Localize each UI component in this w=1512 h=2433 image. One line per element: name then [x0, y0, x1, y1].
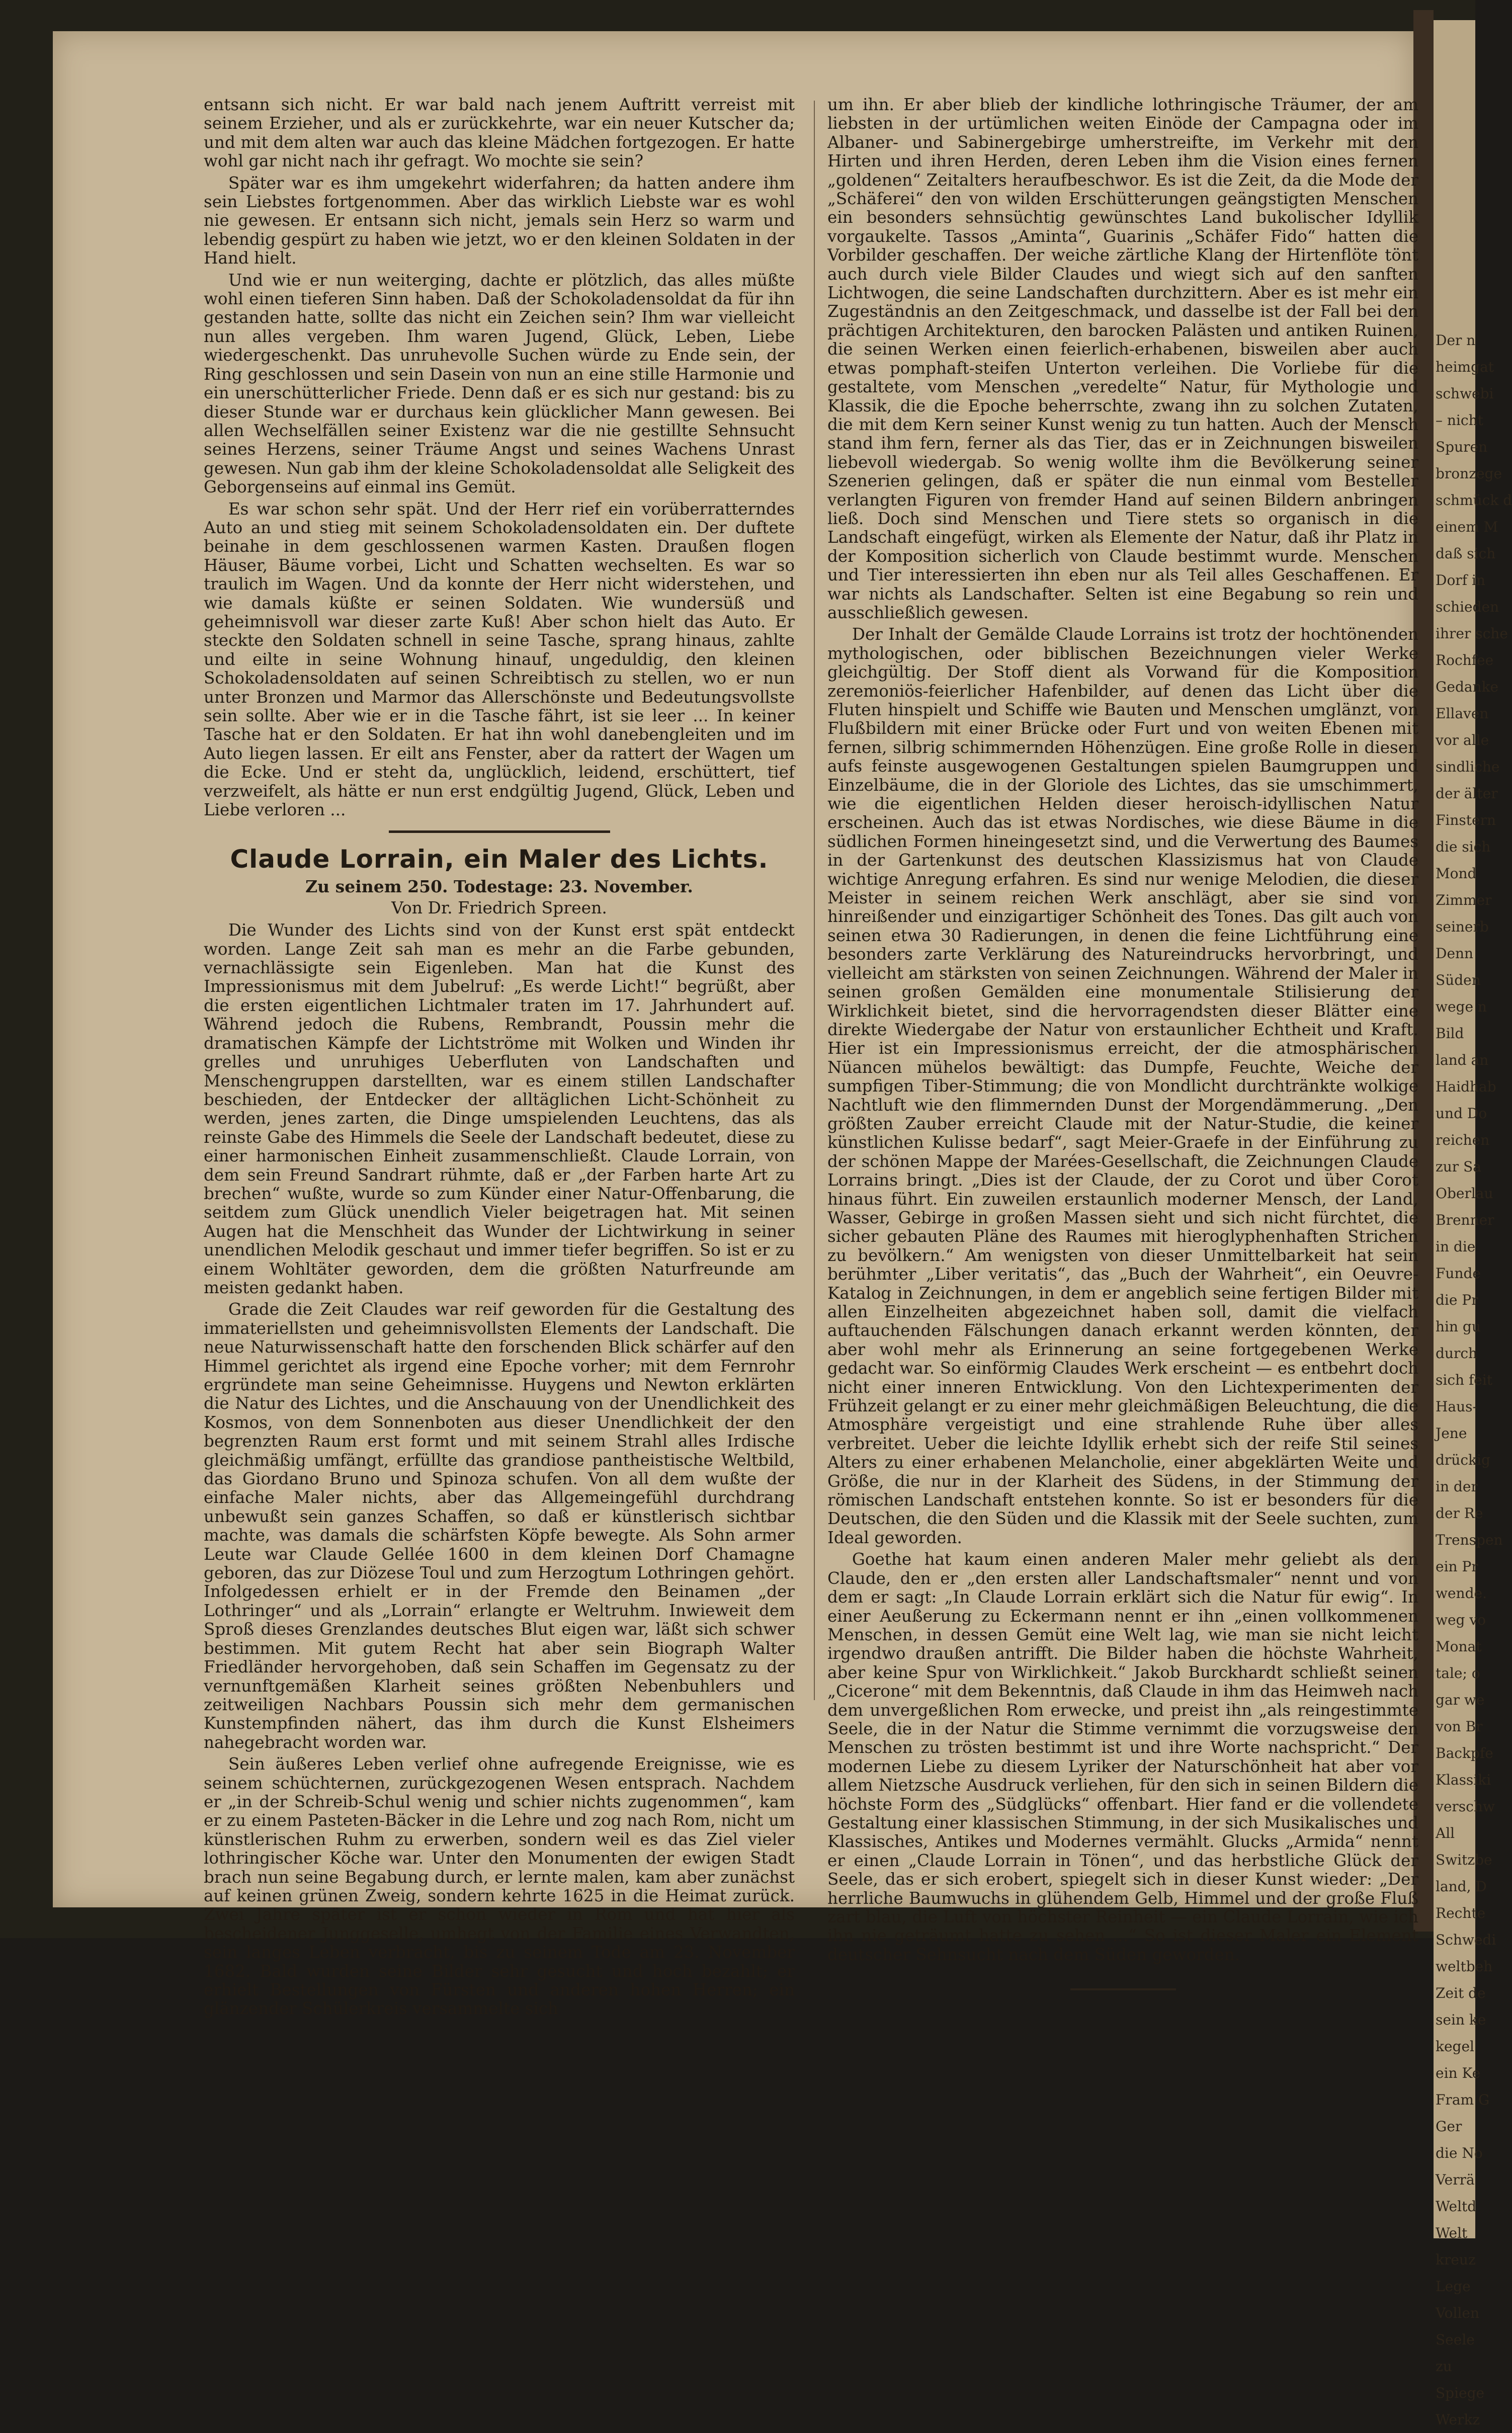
adjacent-page-fragment: der älter [1436, 785, 1498, 802]
story-paragraph: Es war schon sehr spät. Und der Herr rief ein vorüberratterndes Auto an und stieg mit seinem Schokoladensoldaten ein. Der duftete beinahe in dem geschlossenen warmen Kasten. Draußen flogen Häuser, Bäume vorbei, Licht und Schatten wechselten. Es war so traulich im Wagen. Und da konnte der Herr nicht widerstehen, und wie damals küßte er seinen Soldaten. Wie wundersüß und geheimnisvoll war dieser zarte Kuß! Aber schon hielt das Auto. Er steckte den Soldaten schnell in seine Tasche, sprang hinaus, zahlte und eilte in seine Wohnung hinauf, ungeduldig, den kleinen Schokoladensoldaten auf seinen Schreibtisch zu stellen, wo er nun unter Bronzen und Marmor das Allerschönste und Bedeutungsvollste sein sollte. Aber wie er in die Tasche fährt, ist sie leer ... In keiner Tasche hat er den Soldaten. Er hat ihn wohl danebengleiten und im Auto liegen lassen. Er eilt ans Fenster, aber da rattert der Wagen um die Ecke. Und er steht da, unglücklich, leidend, erschüttert, tief verzweifelt, als hätte er nun erst endgültig Jugend, Glück, Leben und Liebe verloren ... [204, 499, 795, 820]
adjacent-page-fragment: Verrä [1436, 2171, 1475, 2188]
adjacent-page-fragment: weltbeh [1436, 1958, 1493, 1975]
adjacent-page-fragment: Süden [1436, 972, 1481, 988]
adjacent-page-fragment: einem M [1436, 519, 1498, 535]
adjacent-page-fragment: Weltd [1436, 2198, 1477, 2215]
story-paragraph: entsann sich nicht. Er war bald nach jenem Auftritt verreist mit seinem Erzieher, und als er zurückkehrte, war ein neuer Kutscher da; und mit dem alten war auch das kleine Mädchen fortgezogen. Er hatte wohl gar nicht nach ihr gefragt. Wo mochte sie sein? [204, 95, 795, 171]
adjacent-page-fragment: Switzbe [1436, 1852, 1492, 1868]
adjacent-page-fragment: seinerb [1436, 918, 1489, 935]
adjacent-page-fragment: reichen [1436, 1132, 1490, 1148]
adjacent-page-fragment: Schwedi [1436, 1932, 1496, 1948]
adjacent-page-fragment: von Br [1436, 1718, 1483, 1735]
adjacent-page-fragment: Jene [1436, 1425, 1467, 1442]
left-column [204, 96, 795, 2019]
adjacent-page-fragment: schieden [1436, 599, 1499, 615]
adjacent-page-fragment: und Do [1436, 1105, 1487, 1122]
adjacent-page-fragment: Lege [1436, 2278, 1471, 2295]
adjacent-page-edge [1434, 20, 1512, 2428]
adjacent-page-fragment: ein Pr [1436, 1558, 1478, 1575]
adjacent-page-fragment: sich feit [1436, 1372, 1493, 1388]
adjacent-page-fragment: Monat [1436, 1638, 1482, 1655]
adjacent-page-fragment: verschw [1436, 1798, 1495, 1815]
adjacent-page-fragment: Zeit de [1436, 1985, 1486, 2001]
adjacent-page-fragment: Haidhab [1436, 1078, 1496, 1095]
adjacent-page-fragment: kreuz [1436, 2251, 1476, 2268]
adjacent-page-fragment: sindliche [1436, 759, 1500, 775]
article-subheadline: Zu seinem 250. Todestage: 23. November. [305, 877, 693, 897]
adjacent-page-fragment: Mond [1436, 865, 1477, 882]
adjacent-page-fragment: hin gu [1436, 1318, 1481, 1335]
adjacent-page-fragment: durch [1436, 1345, 1478, 1362]
adjacent-page-fragment: Haus- [1436, 1398, 1477, 1415]
adjacent-page-fragment: Rechte [1436, 1905, 1486, 1921]
adjacent-page-fragment: Seele [1436, 2331, 1475, 2348]
adjacent-page-fragment: tale; o [1436, 1665, 1480, 1682]
adjacent-page-fragment: Gedanke [1436, 679, 1499, 695]
adjacent-page-fragment: Spuren [1436, 439, 1488, 455]
article-headline: Claude Lorrain, ein Maler des Lichts. [230, 845, 769, 874]
adjacent-page-fragment: zu [1436, 2358, 1452, 2375]
adjacent-page-fragment: Rochfee [1436, 652, 1494, 668]
adjacent-page-fragment: land an [1436, 1052, 1489, 1068]
adjacent-page-fragment: Backpfe [1436, 1745, 1493, 1761]
adjacent-page-fragment: Der n [1436, 332, 1476, 349]
adjacent-page-fragment: in die [1436, 1238, 1476, 1255]
right-column [827, 96, 1418, 1990]
adjacent-page-fragment: der Re [1436, 1505, 1483, 1522]
adjacent-page-fragment: wende. [1436, 1585, 1487, 1602]
adjacent-page-fragment: die Pr [1436, 1292, 1478, 1308]
adjacent-page-fragment: in der [1436, 1478, 1478, 1495]
adjacent-page-fragment: Vollen [1436, 2305, 1480, 2321]
article-end-rule [1070, 1988, 1176, 1990]
adjacent-page-fragment: land, D [1436, 1878, 1487, 1895]
adjacent-page-fragment: Werkz [1436, 2411, 1480, 2428]
adjacent-page-fragment: Oberlau [1436, 1185, 1493, 1202]
adjacent-page-fragment: – nicht [1436, 412, 1483, 429]
column-divider [814, 101, 815, 1700]
story-paragraph: Und wie er nun weiterging, dachte er plötzlich, das alles müßte wohl einen tieferen Sinn haben. Daß der Schokoladensoldat da für ihn gestanden hatte, sollte das nicht ein Zeichen sein? Ihm war vielleicht nun alles vergeben. Ihm waren Jugend, Glück, Leben, Liebe wiedergeschenkt. Das unruhevolle Suchen würde zu Ende sein, der Ring geschlossen und sein Dasein von nun an eine stille Harmonie und ein unerschütterlicher Friede. Denn daß er es sich nur gestand: bis zu dieser Stunde war er durchaus kein glücklicher Mann gewesen. Bei allen Wechselfällen seiner Existenz war die nie gestillte Sehnsucht seines Herzens, seiner Träume Angst und seines Wachens Unrast gewesen. Nun gab ihm der kleine Schokoladensoldat alle Seligkeit des Geborgenseins auf einmal ins Gemüt. [204, 270, 795, 497]
adjacent-page-fragment: gar we [1436, 1692, 1485, 1708]
adjacent-page-fragment: bronzege [1436, 465, 1502, 482]
adjacent-page-fragment: Dorf in [1436, 572, 1485, 589]
article-byline: Von Dr. Friedrich Spreen. [391, 897, 607, 917]
article-paragraph: Sein äußeres Leben verlief ohne aufregende Ereignisse, wie es seinem schüchternen, zurückgezogenen Wesen entsprach. Nachdem er „in der Schreib-Schul wenig und schier nichts zugenommen“, kam er zu einem Pasteten-Bäcker in die Lehre und zog nach Rom, nicht um künstlerischen Ruhm zu erwerben, sondern weil es das Ziel vieler lothringischer Köche war. Unter den Monumenten der ewigen Stadt brach nun seine Begabung durch, er lernte malen, kam aber zunächst auf keinen grünen Zweig, sondern kehrte 1625 in die Heimat zurück. Zwei Jahre später ist er schon wieder in Rom und hat hier als bescheidener Junggeselle, umhegt von der Familie eines Verwandten, sein langes Leben verbracht, bis zu seinem Tode am 23. November 1682. Bald wurden seine Bilder sehr gesucht und hoch bezahlt; er erhielt Bestellungen von Fürsten und anderen hohen Herren; ein glänzender Schülerkreis versammelte sich [204, 1754, 795, 2019]
article-paragraph: Der Inhalt der Gemälde Claude Lorrains ist trotz der hochtönenden mythologischen, oder biblischen Bezeichnungen vieler Werke gleichgültig. Der Stoff dient als Vorwand für die Komposition zeremoniös-feierlicher Hafenbilder, auf denen das Licht über die Fluten hinspielt und Schiffe wie Bauten und Menschen umglänzt, von Flußbildern mit einer Brücke oder Furt und von weiten Ebenen mit fernen, silbrig schimmernden Höhenzügen. Eine große Rolle in diesen aufs feinste ausgewogenen Gestaltungen spielen Baumgruppen und Einzelbäume, die in der Gloriole des Lichtes, das sie umschimmert, wie die eigentlichen Helden dieser heroisch-idyllischen Natur erscheinen. Auch das ist etwas Nordisches, wie diese Bäume in die südlichen Formen hineingesetzt sind, und die Verwertung des Baumes in der Gartenkunst des deutschen Klassizismus hat von Claude wichtige Anregung erfahren. Es sind nur wenige Melodien, die dieser Meister in seinem reichen Werk anschlägt, aber sie sind von hinreißender und einzigartiger Schönheit des Tones. Das gilt auch von seinen etwa 30 Radierungen, in denen die feine Lichtführung eine besonders zarte Verklärung des Natureindrucks hervorbringt, und vielleicht am stärksten von seinen Zeichnungen. Während der Maler in seinen großen Gemälden eine monumentale Stilisierung der Wirklichkeit bietet, sind die hervorragendsten dieser Blätter eine direkte Wiedergabe der Natur von erstaunlicher Echtheit und Kraft. Hier ist ein Impressionismus erreicht, der die atmosphärischen Nüancen mühelos bewältigt: das Dumpfe, Feuchte, Weiche der sumpfigen Tiber-Stimmung; die von Mondlicht durchtränkte wolkige Nachtluft wie den flimmernden Dunst der Morgendämmerung. „Den größten Zauber erreicht Claude mit der Natur-Studie, die keiner künstlichen Kulisse bedarf“, sagt Meier-Graefe in der Einführung zu der schönen Mappe der Marées-Gesellschaft, die Zeichnungen Claude Lorrains bringt. „Dies ist der Claude, der zu Corot und über Corot hinaus führt. Ein zuweilen erstaunlich moderner Mensch, der Land, Wasser, Gebirge in großen Massen sieht und sich nicht fürchtet, die sicher gebauten Pläne des Raumes mit hieroglyphenhaften Strichen zu bevölkern.“ Am wenigsten von dieser Unmittelbarkeit hat sein berühmter „Liber veritatis“, das „Buch der Wahrheit“, ein Oeuvre-Katalog in Zeichnungen, in dem er angeblich seine fertigen Bilder mit allen Einzelheiten abgezeichnet haben soll, damit die vielfach auftauchenden Fälschungen danach erkannt werden könnten, der aber wohl mehr als Erinnerung an seine fortgegebenen Werke gedacht war. So einförmig Claudes Werk erscheint — es entbehrt doch nicht einer inneren Entwicklung. Von den Lichtexperimenten der Frühzeit gelangt er zu einer mehr gleichmäßigen Beleuchtung, die die Atmosphäre vergeistigt und eine strahlende Ruhe über alles verbreitet. Ueber die leichte Idyllik erhebt sich der reife Stil seines Alters zu einer erhabenen Melancholie, einer abgeklärten Weite und Größe, die nur in der Klarheit des Südens, in der Stimmung der römischen Landschaft entstehen konnte. So ist er besonders für die Deutschen, die den Süden und die Klassik mit der Seele suchten, zum Ideal geworden. [827, 625, 1418, 1547]
adjacent-page-fragment: heimgat [1436, 359, 1494, 375]
adjacent-page-fragment: Denn [1436, 945, 1474, 962]
adjacent-page-fragment: ein Ke [1436, 2065, 1481, 2081]
adjacent-page-fragment: All [1436, 1825, 1455, 1841]
article-paragraph: Grade die Zeit Claudes war reif geworden für die Gestaltung des immateriellsten und geheimnisvollsten Elements der Landschaft. Die neue Naturwissenschaft hatte den forschenden Blick schärfer auf den Himmel gerichtet als irgend eine Epoche vorher; mit dem Fernrohr ergründete man seine Geheimnisse. Huygens und Newton erklärten die Natur des Lichtes, und die Anschauung von der Unendlichkeit des Kosmos, von dem Sonnenboten aus dieser Unendlichkeit der den begrenzten Raum erst formt und mit seinem Strahl alles Irdische gleichmäßig umfängt, erfüllte das grandiose pantheistische Weltbild, das Giordano Bruno und Spinoza schufen. Von all dem wußte der einfache Maler nichts, aber das Allgemeingefühl durchdrang unbewußt sein ganzes Schaffen, so daß er künstlerisch sichtbar machte, was damals die schärfsten Köpfe bewegte. Als Sohn armer Leute war Claude Gellée 1600 in dem kleinen Dorf Chamagne geboren, das zur Diözese Toul und zum Herzogtum Lothringen gehört. Infolgedessen erhielt er in der Fremde den Beinamen „der Lothringer“ und als „Lorrain“ erlangte er Weltruhm. Inwieweit dem Sproß dieses Grenzlandes deutsches Blut eigen war, läßt sich schwer bestimmen. Mit gutem Recht hat aber sein Biograph Walter Friedländer hervorgehoben, daß sein Schaffen im Gegensatz zu der vernunftgemäßen Klarheit seines größten Nebenbuhlers und zeitweiligen Nachbars Poussin sich mehr dem germanischen Kunstempfinden nähert, das ihm durch die Kunst Elsheimers nahegebracht worden war. [204, 1300, 795, 1752]
adjacent-page-fragment: Brenner [1436, 1212, 1494, 1228]
adjacent-page-fragment: Ger [1436, 2118, 1462, 2135]
adjacent-page-fragment: vor alle [1436, 732, 1489, 748]
adjacent-page-fragment: Welt [1436, 2225, 1468, 2241]
adjacent-page-fragment: ihrer sche [1436, 625, 1508, 642]
adjacent-page-fragment: Funde [1436, 1265, 1481, 1282]
adjacent-page-fragment: Klassiki [1436, 1772, 1491, 1788]
adjacent-page-fragment: schwebi [1436, 385, 1494, 402]
adjacent-page-fragment: Trenspen [1436, 1532, 1503, 1548]
adjacent-page-fragment: Ellaven [1436, 705, 1489, 722]
adjacent-page-fragment: Finstern [1436, 812, 1496, 828]
article-paragraph: Goethe hat kaum einen anderen Maler mehr geliebt als den Claude, den er „den ersten aller Landschaftsmaler“ nennt und von dem er sagt: „In Claude Lorrain erklärt sich die Natur für ewig“. In einer Aeußerung zu Eckermann nennt er ihn „einen vollkommenen Menschen, in dessen Gemüt eine Welt lag, wie man sie nicht leicht irgendwo draußen antrifft. Die Bilder haben die höchste Wahrheit, aber keine Spur von Wirklichkeit.“ Jakob Burckhardt schließt seinen „Cicerone“ mit dem Bekenntnis, daß Claude in ihm das Heimweh nach dem unvergeßlichen Rom erwecke, und preist ihn „als reingestimmte Seele, die in der Natur die Stimme vernimmt die vorzugsweise den Menschen zu trösten bestimmt ist und ihre Worte nachspricht.“ Der modernen Liebe zu diesem Lyriker der Naturschönheit hat aber vor allem Nietzsche Ausdruck verliehen, für den sich in seinen Bildern die höchste Form des „Südglücks“ offenbart. Hier fand er die vollendete Gestaltung einer klassischen Stimmung, in der sich Musikalisches und Klassisches, Antikes und Modernes vermählt. Glucks „Armida“ nennt er einen „Claude Lorrain in Tönen“, und das herbstliche Glück der Seele, das er sich erobert, spiegelt sich in dieser Kunst wieder: „Der herrliche Baumwuchs in glühendem Gelb, Himmel und der große Fluß zart blau, die Luft von höchster Reinheit — ein Claude Lorrain, wie ich ihn nie geträumt hatte zu sehen ...“ So ist dieser Maler ein Element deutscher Sehnsucht nach dem Süden geworden. [827, 1550, 1418, 1964]
adjacent-page-fragment: wege n [1436, 998, 1487, 1015]
adjacent-page-fragment: die No [1436, 2145, 1483, 2161]
adjacent-page-fragment: Fram G [1436, 2091, 1490, 2108]
adjacent-page-fragment: drückig [1436, 1452, 1490, 1468]
adjacent-page-fragment: weg vo [1436, 1612, 1486, 1628]
adjacent-page-fragment: daß sich [1436, 545, 1496, 562]
article-paragraph: Die Wunder des Lichts sind von der Kunst erst spät entdeckt worden. Lange Zeit sah man es mehr an die Farbe gebunden, vernachlässigte sein Eigenleben. Man hat die Kunst des Impressionismus mit dem Jubelruf: „Es werde Licht!“ begrüßt, aber die ersten eigentlichen Lichtmaler traten im 17. Jahrhundert auf. Während jedoch die Rubens, Rembrandt, Poussin mehr die dramatischen Kämpfe der Lichtströme mit Wolken und Winden ihr grelles und unruhiges Ueberfluten von Landschaften und Menschengruppen darstellten, war es einem stillen Landschafter beschieden, der Entdecker der alltäglichen Licht-Schönheit zu werden, jenes zarten, die Dinge umspielenden Leuchtens, das als reinste Gabe des Himmels die Seele der Landschaft bedeutet, diese zu einer harmonischen Einheit zusammenschließt. Claude Lorrain, von dem sein Freund Sandrart rühmte, daß er „der Farben harte Art zu brechen“ wußte, wurde so zum Künder einer Natur-Offenbarung, die seitdem zum Glück unendlich Vieler beigetragen hat. Mit seinen Augen hat die Menschheit das Wunder der Lichtwirkung in seiner unendlichen Melodik geschaut und immer tiefer begriffen. So ist er zu einem Wohltäter geworden, dem die größten Naturfreunde am meisten gedankt haben. [204, 920, 795, 1297]
adjacent-page-fragment: Spiege [1436, 2385, 1485, 2401]
adjacent-page-fragment: Bild [1436, 1025, 1464, 1042]
adjacent-page-fragment: zur Sa [1436, 1158, 1481, 1175]
adjacent-page-fragment: schmück d [1436, 492, 1512, 509]
adjacent-page-fragment: kegel [1436, 2038, 1474, 2055]
adjacent-page-fragment: Zimmer [1436, 892, 1492, 908]
section-divider [389, 830, 610, 833]
adjacent-page-fragment: sein ke [1436, 2011, 1486, 2028]
article-paragraph: um ihn. Er aber blieb der kindliche lothringische Träumer, der am liebsten in der urtümlichen weiten Einöde der Campagna oder im Albaner- und Sabinergebirge umherstreifte, im Verkehr mit den Hirten und ihren Herden, deren Leben ihm die Vision eines fernen „goldenen“ Zeitalters heraufbeschwor. Es ist die Zeit, da die Mode der „Schäferei“ den von wilden Erschütterungen geängstigten Menschen ein besonders sehnsüchtig gewünschtes Land bukolischer Idyllik vorgaukelte. Tassos „Aminta“, Guarinis „Schäfer Fido“ hatten die Vorbilder geschaffen. Der weiche zärtliche Klang der Hirtenflöte tönt auch durch viele Bilder Claudes und wiegt sich auf den sanften Lichtwogen, die seine Landschaften durchzittern. Aber es ist mehr ein Zugeständnis an den Zeitgeschmack, und dasselbe ist der Fall bei den prächtigen Architekturen, den barocken Palästen und antiken Ruinen, die seinen Werken einen feierlich-erhabenen, bisweilen aber auch etwas pomphaft-steifen Unterton verleihen. Die Vorliebe für die gestaltete, vom Menschen „veredelte“ Natur, für Mythologie und Klassik, die die Epoche beherrschte, zwang ihn zu solchen Zutaten, die mit dem Kern seiner Kunst wenig zu tun hatten. Auch der Mensch stand ihm fern, ferner als das Tier, das er in Zeichnungen bisweilen liebevoll wiedergab. So wenig wollte ihm die Bevölkerung seiner Szenerien gelingen, daß er später die nun einmal vom Besteller verlangten Figuren von fremder Hand auf seinen Bildern anbringen ließ. Doch sind Menschen und Tiere stets so organisch in die Landschaft eingefügt, wirken als Elemente der Natur, daß ihr Platz in der Komposition sicherlich von Claude bestimmt wurde. Menschen und Tier interessierten ihn eben nur als Teil alles Geschaffenen. Er war nichts als Landschafter. Selten ist eine Begabung so rein und ausschließlich gewesen. [827, 95, 1418, 622]
story-paragraph: Später war es ihm umgekehrt widerfahren; da hatten andere ihm sein Liebstes fortgenommen. Aber das wirklich Liebste war es wohl nie gewesen. Er entsann sich nicht, jemals sein Herz so warm und lebendig gespürt zu haben wie jetzt, wo er den kleinen Soldaten in der Hand hielt. [204, 173, 795, 268]
adjacent-page-fragment: die sich [1436, 838, 1491, 855]
